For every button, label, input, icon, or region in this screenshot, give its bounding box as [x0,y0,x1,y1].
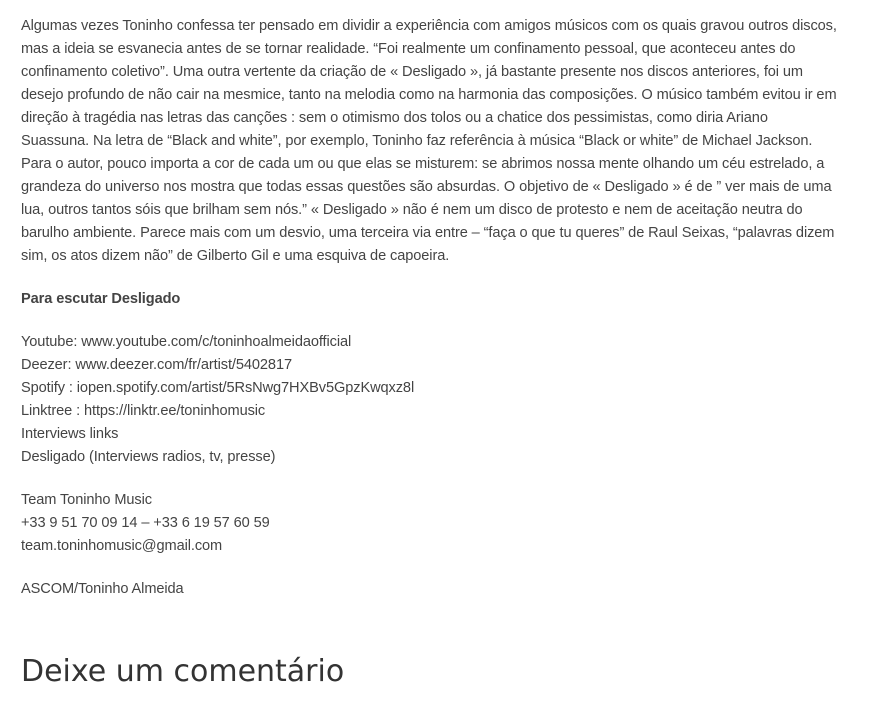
listen-heading: Para escutar Desligado [21,291,181,307]
intro-paragraph: Algumas vezes Toninho confessa ter pensado em dividir a experiência com amigos músicos com os quais gravou outros discos, mas a ideia se esvanecia antes de se tornar realidade. “Foi realmente um confinamento pessoal, que aconteceu antes do confinamento coletivo”. Uma outra vertente da criação de « Desligado », já bastante presente nos discos anteriores, foi um desejo profundo de não cair na mesmice, tanto na melodia como na harmonia das composições. O músico também evitou ir em direção à tragédia nas letras das canções : sem o otimismo dos tolos ou a chatice dos pessimistas, como diria Ariano Suassuna. Na letra de “Black and white”, por exemplo, Toninho faz referência à música “Black or white” de Michael Jackson. Para o autor, pouco importa a cor de cada um ou que elas se misturem: se abrimos nossa mente olhando um céu estrelado, a grandeza do universo nos mostra que todas essas questões são absurdas. O objetivo de « Desligado » é de ” ver mais de uma lua, outros tantos sóis que brilham sem nós.” « Desligado » não é nem um disco de protesto e nem de aceitação neutra do barulho ambiente. Parece mais com um desvio, uma terceira via entre – “faça o que tu queres” de Raul Seixas, “palavras dizem sim, os atos dizem não” de Gilberto Gil e uma esquiva de capoeira. [21,18,837,264]
contact-block [21,489,839,558]
article-body [21,15,839,621]
comments-title: Deixe um comentário [21,654,345,689]
photo-credit: ASCOM/Toninho Almeida [21,581,184,597]
listen-links [21,331,839,469]
phone-numbers: +33 9 51 70 09 14 – +33 6 19 57 60 59 [21,515,270,531]
interviews-links[interactable]: Interviews links [21,426,119,442]
linktree-link[interactable]: Linktree : https://linktr.ee/toninhomusic [21,403,266,419]
desligado-interviews-link[interactable]: Desligado (Interviews radios, tv, presse) [21,449,276,465]
team-name: Team Toninho Music [21,492,152,508]
deezer-link[interactable]: Deezer: www.deezer.com/fr/artist/5402817 [21,357,292,373]
spotify-link[interactable]: Spotify : iopen.spotify.com/artist/5RsNwg7HXBv5GpzKwqxz8l [21,380,415,396]
contact-email: team.toninhomusic@gmail.com [21,538,223,554]
youtube-link[interactable]: Youtube: www.youtube.com/c/toninhoalmeidaofficial [21,334,352,350]
